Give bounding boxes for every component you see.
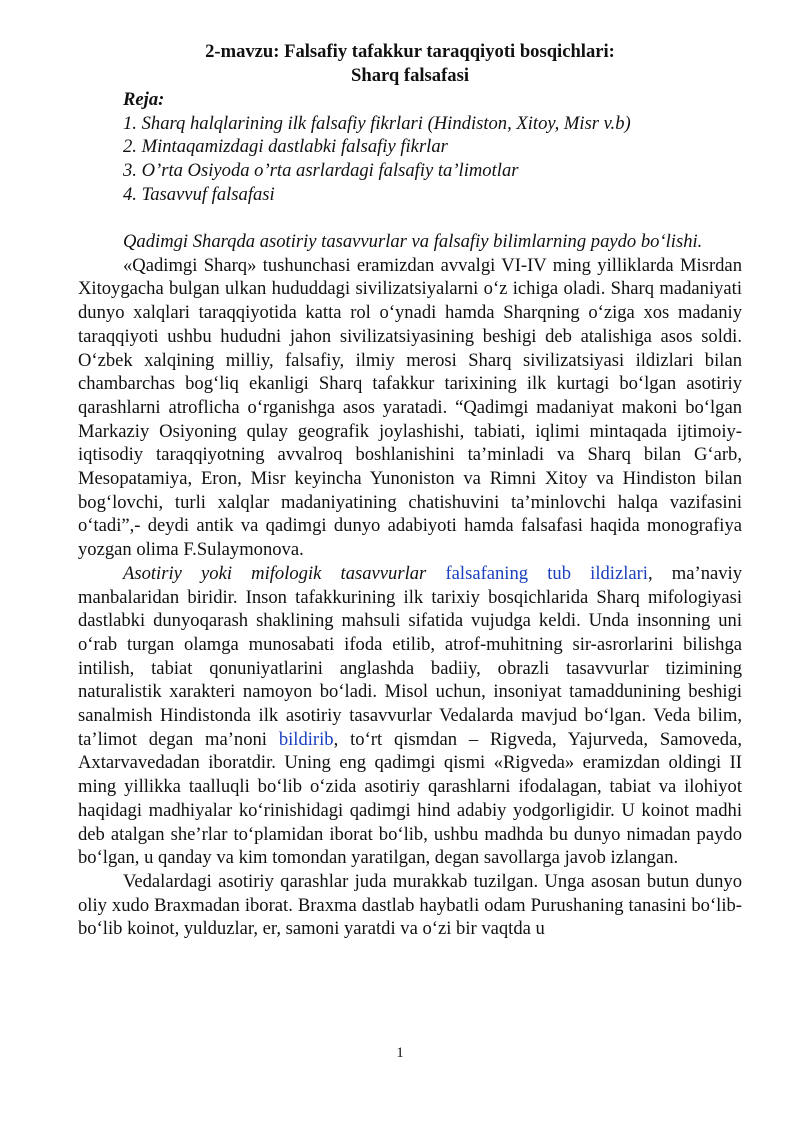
plan-item-1: 1. Sharq halqlarining ilk falsafiy fikrlari (Hindiston, Xitoy, Misr v.b) xyxy=(123,112,631,134)
plan-item-2: 2. Mintaqamizdagi dastlabki falsafiy fikrlar xyxy=(123,136,448,158)
paragraph-2 xyxy=(78,562,742,870)
title-line-2: Sharq falsafasi xyxy=(351,64,469,86)
title-line-1: 2-mavzu: Falsafiy tafakkur taraqqiyoti bosqichlari: xyxy=(205,41,615,62)
paragraph-2-text-1: , ma’naviy manbalaridan biridir. Inson tafakkurining ilk tarixiy bosqichlarida Sharq mifologiyasi dastlabki dunyoqarash shaklining mahsuli sifatida vujudga keldi. Unda insonning uni o‘rab turgan olamga munosabati ifoda etilib, atrof-muhitning sir-asrorlarini bilishga intilish, tabiat qonuniyatlarini anglashda badiiy, obrazli tasavvurlar tizimining naturalistik xarakteri namoyon bo‘ladi. Misol uchun, insoniyat tamaddunining beshigi sanalmish Hindistonda ilk asotiriy tasavvurlar Vedalarda mavjud bo‘lgan. Veda bilim, ta’limot degan ma’noni xyxy=(78,562,743,750)
paragraph-2-italic-lead: Asotiriy yoki mifologik tasavvurlar xyxy=(123,562,427,584)
paragraph-3: Vedalardagi asotiriy qarashlar juda murakkab tuzilgan. Unga asosan butun dunyo oliy xudo Braxmadan iborat. Braxma dastlab haybatli odam Purushaning tanasini bo‘lib-bo‘lib koinot, yulduzlar, er, samoni yaratdi va o‘zi bir vaqtda u xyxy=(78,870,742,940)
paragraph-2-text-2: , to‘rt qismdan – Rigveda, Yajurveda, Samoveda, Axtarvavedadan iboratdir. Uning eng qadimgi qismi «Rigveda» eramizdan oldingi II ming yillikka taalluqli bo‘lib o‘zida asotiriy qarashlarni ifodalagan, tabiat va ilohiyot haqidagi madhiyalar ko‘rinishidagi qadimgi hind adabiy yodgorligidir. U koinot madhi deb atalgan she’rlar to‘plamidan iborat bo‘lib, ushbu madhda bu dunyo nimadan paydo bo‘lgan, u qanday va kim tomondan yaratilgan, degan savollarga javob izlangan. xyxy=(78,728,742,869)
plan-item-3: 3. O’rta Osiyoda o’rta asrlardagi falsafiy ta’limotlar xyxy=(123,160,519,182)
link-falsafaning-tub-ildizlari[interactable]: falsafaning tub ildizlari xyxy=(445,562,648,584)
page-number: 1 xyxy=(396,1045,404,1061)
page-title xyxy=(78,40,742,87)
paragraph-1: «Qadimgi Sharq» tushunchasi eramizdan avvalgi VI-IV ming yilliklarda Misrdan Xitoygacha bulgan ulkan hududdagi sivilizatsiyalarni o‘z ichiga oladi. Sharq madaniyati dunyo xalqlari taraqqiyotida katta rol o‘ynadi hamda Sharqning o‘ziga xos madaniy taraqqiyoti ushbu hududni jahon sivilizatsiyasining beshigi deb atalishiga asos soldi. O‘zbek xalqining milliy, falsafiy, ilmiy merosi Sharq sivilizatsiyasi ildizlari bilan chambarchas bog‘liq ekanligi Sharq tafakkur tarixining ilk kurtagi bo‘lgan asotiriy qarashlarni atroflicha o‘rganishga asos yaratadi. “Qadimgi madaniyat makoni bo‘lgan Markaziy Osiyoning qulay geografik joylashishi, tabiati, iqlimi mintaqada ijtimoiy-iqtisodiy taraqqiyotning avvalroq boshlanishini ta’minladi va Sharq bilan G‘arb, Mesopatamiya, Eron, Misr keyincha Yunoniston va Rimni Xitoy va Hindiston bilan bog‘lovchi, turli xalqlar madaniyatining chatishuvini ta’minlovchi halqa vazifasini o‘tadi”,- deydi antik va qadimgi dunyo adabiyoti hamda falsafasi haqida monografiya yozgan olima F.Sulaymonova. xyxy=(78,254,742,561)
plan-item-4: 4. Tasavvuf falsafasi xyxy=(123,183,275,205)
document-body xyxy=(78,230,742,941)
lesson-plan xyxy=(123,88,742,207)
link-bildirib[interactable]: bildirib xyxy=(278,728,334,750)
plan-heading: Reja: xyxy=(123,89,165,110)
section-heading: Qadimgi Sharqda asotiriy tasavvurlar va falsafiy bilimlarning paydo bo‘lishi. xyxy=(123,231,703,252)
